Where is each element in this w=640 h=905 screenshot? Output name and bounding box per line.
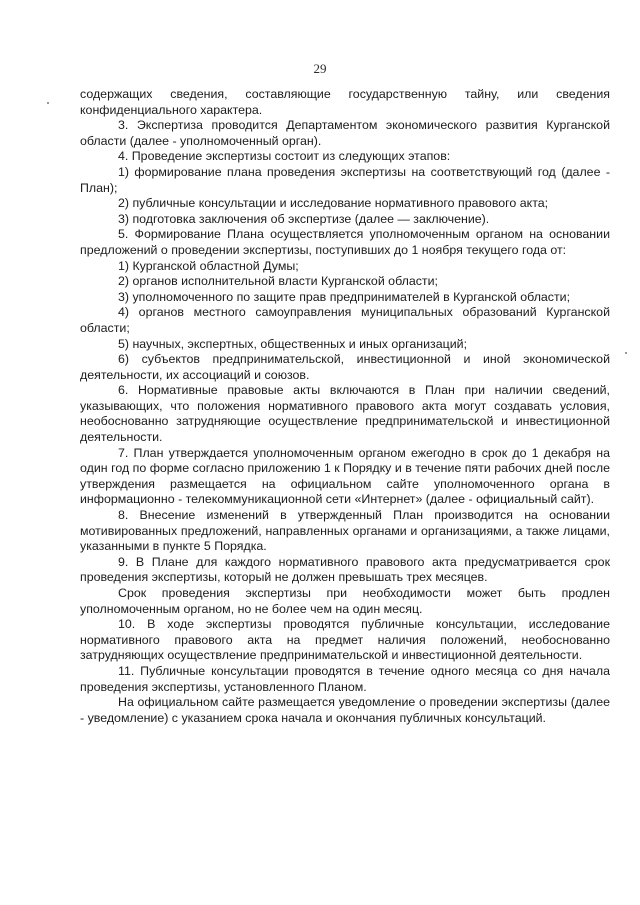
paragraph-11-notice: На официальном сайте размещается уведомление о проведении экспертизы (далее - уведомление) с указанием срока начала и окончания публичных консультаций. (80, 695, 610, 725)
paragraph-4-item-2: 2) публичные консультации и исследование нормативного правового акта; (118, 196, 549, 211)
paragraph-4: 4. Проведение экспертизы состоит из следующих этапов: (118, 149, 451, 164)
paragraph-5-item-1: 1) Курганской областной Думы; (118, 258, 299, 273)
paragraph-continuation: содержащих сведения, составляющие государственную тайну, или сведения конфиденциального характера. (80, 87, 610, 117)
paragraph-7: 7. План утверждается уполномоченным органом ежегодно в срок до 1 декабря на один год по форме согласно приложению 1 к Порядку и в течение пяти рабочих дней после утверждения размещается на официальном сайте уполномоченного органа в информационно - телекоммуникационной сети «Интернет» (далее - официальный сайт). (80, 445, 610, 507)
page-number: 29 (313, 61, 327, 76)
paragraph-5-item-4: 4) органов местного самоуправления муниципальных образований Курганской области; (80, 305, 610, 335)
document-body (80, 87, 610, 726)
paragraph-4-item-1: 1) формирование плана проведения экспертизы на соответствующий год (далее - План); (80, 164, 610, 195)
paragraph-6: 6. Нормативные правовые акты включаются в План при наличии сведений, указывающих, что положения нормативного правового акта могут создавать условия, необоснованно затрудняющие осуществление предпринимательской и инвестиционной деятельности. (80, 383, 610, 445)
paragraph-5: 5. Формирование Плана осуществляется уполномоченным органом на основании предложений о проведении экспертизы, поступивших до 1 ноября текущего года от: (80, 227, 610, 257)
paragraph-5-item-3: 3) уполномоченного по защите прав предпринимателей в Курганской области; (118, 289, 571, 304)
paragraph-5-item-2: 2) органов исполнительной власти Курганской области; (118, 274, 438, 289)
paragraph-4-item-3: 3) подготовка заключения об экспертизе (далее — заключение). (118, 211, 490, 226)
paragraph-9: 9. В Плане для каждого нормативного правового акта предусматривается срок проведения экспертизы, который не должен превышать трех месяцев. (80, 554, 610, 585)
paragraph-5-item-6: 6) субъектов предпринимательской, инвестиционной и иной экономической деятельности, их ассоциаций и союзов. (80, 352, 610, 382)
paragraph-9-extension: Срок проведения экспертизы при необходимости может быть продлен уполномоченным органом, но не более чем на один месяц. (80, 586, 610, 616)
paragraph-3: 3. Экспертиза проводится Департаментом экономического развития Курганской области (далее - уполномоченный орган). (80, 118, 610, 148)
paragraph-5-item-5: 5) научных, экспертных, общественных и иных организаций; (118, 336, 468, 351)
paragraph-10: 10. В ходе экспертизы проводятся публичные консультации, исследование нормативного правового акта на предмет наличия положений, необоснованно затрудняющих осуществление предпринимательской и инвестиционной деятельности. (80, 617, 610, 663)
paragraph-11: 11. Публичные консультации проводятся в течение одного месяца со дня начала проведения экспертизы, установленного Планом. (80, 663, 610, 694)
scan-speck (625, 352, 627, 354)
scan-speck (47, 102, 49, 104)
paragraph-8: 8. Внесение изменений в утвержденный План производится на основании мотивированных предложений, направленных органами и организациями, а также лицами, указанными в пункте 5 Порядка. (80, 508, 610, 554)
